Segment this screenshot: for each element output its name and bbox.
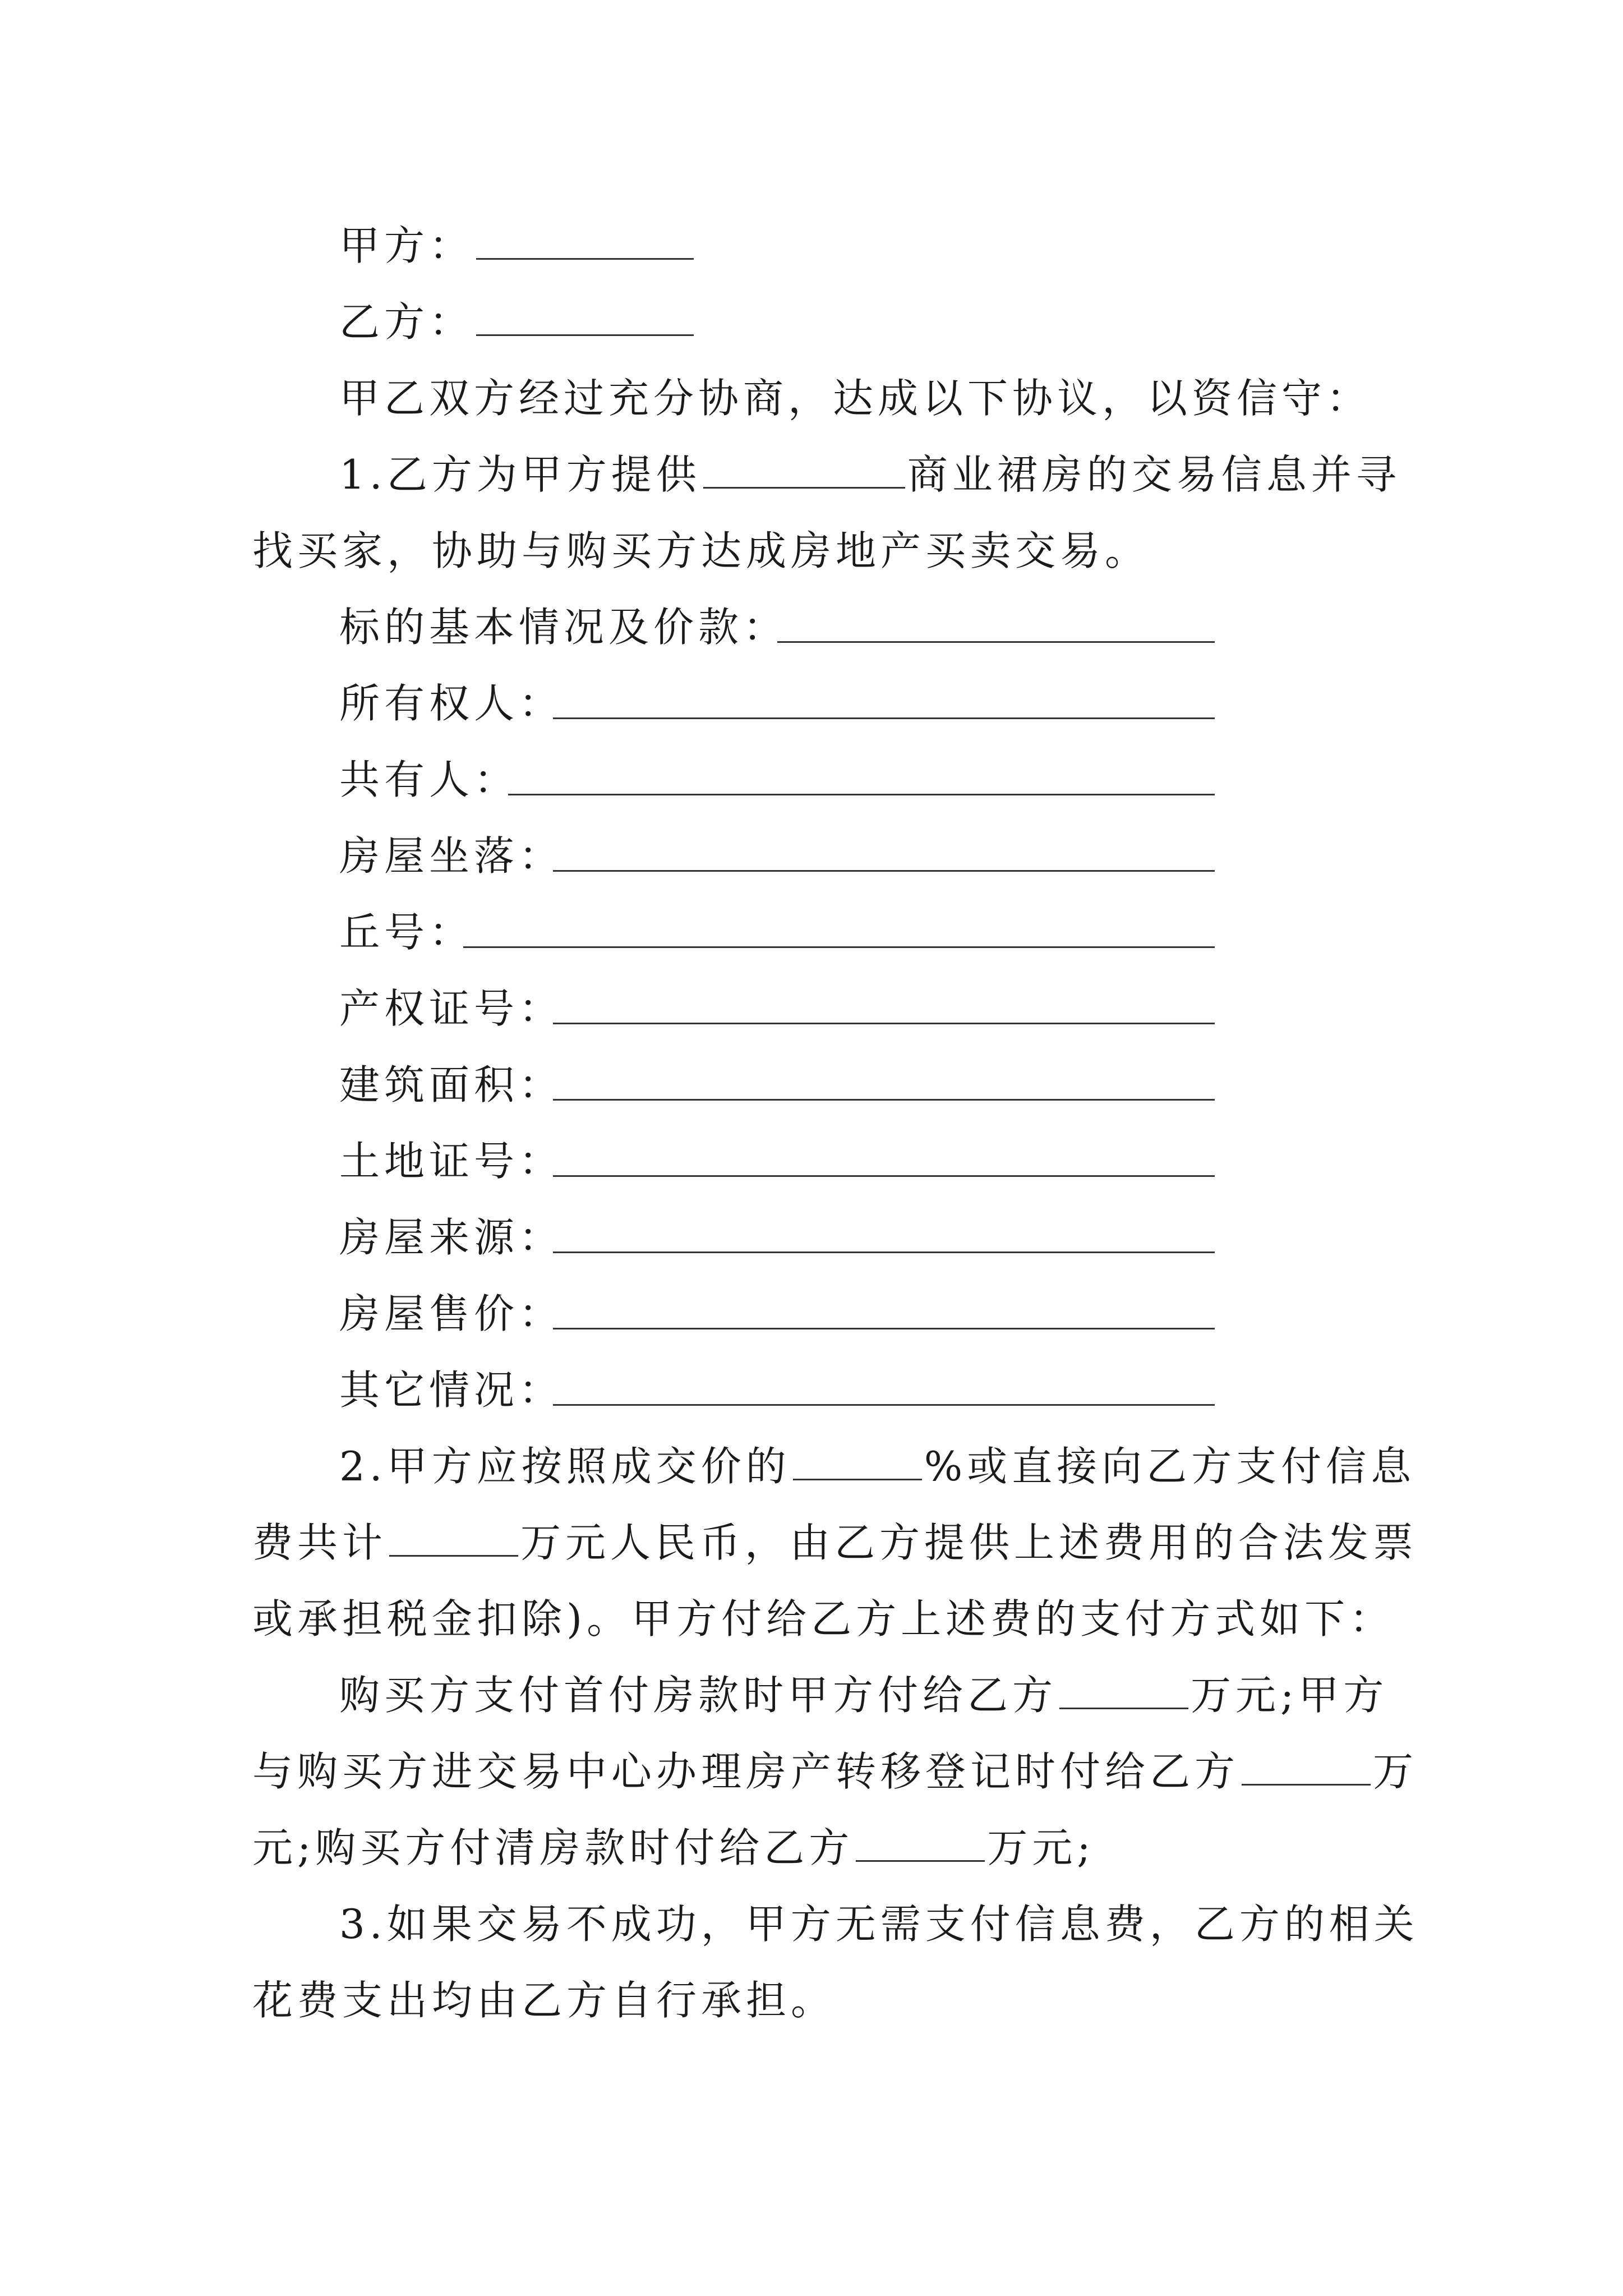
- clause2-text-d: 万元人民币，由乙方提供上述费用的合法发票: [520, 1519, 1418, 1566]
- clause1-text-c: 找买家，协助与购买方达成房地产买卖交易。: [252, 527, 1150, 574]
- field-blank: [553, 1130, 1215, 1177]
- field-label: 房屋来源：: [339, 1214, 564, 1261]
- field-blank: [553, 673, 1215, 719]
- field-label: 所有权人：: [339, 680, 564, 727]
- field-label: 共有人：: [339, 756, 519, 803]
- field-label: 房屋售价：: [339, 1290, 564, 1337]
- clause1-text-a: 1.乙方为甲方提供: [339, 451, 701, 498]
- field-row: [339, 1123, 1385, 1199]
- field-blank: [553, 825, 1215, 872]
- payment-line2: [252, 1733, 1418, 1810]
- clause3-line2: [252, 1962, 1385, 2039]
- field-blank: [463, 901, 1215, 948]
- payment-text-c: 与购买方进交易中心办理房产转移登记时付给乙方: [252, 1748, 1240, 1795]
- clause1-text-b: 商业裙房的交易信息并寻: [907, 451, 1401, 498]
- payment-blank-2: [1242, 1739, 1371, 1786]
- field-blank: [553, 1359, 1215, 1406]
- clause2-text-e: 或承担税金扣除)。甲方付给乙方上述费的支付方式如下：: [252, 1595, 1395, 1642]
- party-a-label: 甲方：: [339, 222, 474, 269]
- clause1-line1: [339, 436, 1472, 513]
- field-row: [339, 665, 1385, 742]
- clause3-text-a: 3.如果交易不成功，甲方无需支付信息费，乙方的相关: [339, 1901, 1419, 1948]
- party-b-label: 乙方：: [339, 298, 474, 346]
- payment-text-d: 万: [1373, 1748, 1418, 1795]
- party-b-blank: [476, 289, 694, 336]
- field-row: [339, 742, 1385, 818]
- clause2-text-b: %或直接向乙方支付信息: [924, 1443, 1416, 1490]
- field-row: [339, 589, 1385, 665]
- payment-line3: [252, 1810, 1385, 1886]
- clause2-text-a: 2.甲方应按照成交价的: [339, 1443, 791, 1490]
- field-row: [339, 818, 1385, 894]
- clause1-line2: [252, 513, 1385, 589]
- field-row: [339, 1276, 1385, 1352]
- payment-blank-3: [856, 1815, 985, 1862]
- field-blank: [508, 749, 1215, 795]
- field-label: 产权证号：: [339, 985, 564, 1032]
- clause2-percent-blank: [793, 1434, 922, 1480]
- field-blank: [553, 1207, 1215, 1253]
- clause3-text-b: 花费支出均由乙方自行承担。: [252, 1977, 836, 2024]
- clause3-line1: [339, 1886, 1472, 1962]
- field-label: 标的基本情况及价款：: [339, 604, 789, 651]
- party-a-blank: [476, 213, 694, 260]
- field-label: 建筑面积：: [339, 1061, 564, 1108]
- payment-line1: [339, 1657, 1472, 1733]
- field-row: [339, 1352, 1385, 1428]
- clause2-line1: [339, 1428, 1472, 1504]
- field-blank: [553, 1283, 1215, 1329]
- field-row: [339, 1199, 1385, 1276]
- field-label: 土地证号：: [339, 1138, 564, 1185]
- field-blank: [553, 1054, 1215, 1101]
- payment-text-a: 购买方支付首付房款时甲方付给乙方: [339, 1672, 1058, 1719]
- clause2-line2: [252, 1504, 1418, 1581]
- payment-blank-1: [1059, 1663, 1188, 1709]
- intro-text: 甲乙双方经过充分协商，达成以下协议，以资信守：: [339, 375, 1372, 422]
- payment-text-f: 万元;: [987, 1824, 1095, 1871]
- payment-text-e: 元;购买方付清房款时付给乙方: [252, 1824, 854, 1871]
- intro-line: [339, 360, 1472, 436]
- clause2-amount-blank: [389, 1510, 518, 1557]
- party-a-row: [339, 208, 1472, 284]
- party-b-row: [339, 284, 1472, 360]
- field-row: [339, 1047, 1385, 1123]
- clause2-line3: [252, 1581, 1395, 1657]
- payment-text-b: 万元;甲方: [1191, 1672, 1389, 1719]
- field-row: [339, 970, 1385, 1047]
- field-blank: [553, 978, 1215, 1024]
- field-blank: [777, 596, 1215, 643]
- clause1-blank: [703, 442, 905, 489]
- field-label: 丘号：: [339, 909, 474, 956]
- field-row: [339, 894, 1385, 970]
- field-label: 房屋坐落：: [339, 832, 564, 880]
- field-label: 其它情况：: [339, 1366, 564, 1414]
- clause2-text-c: 费共计: [252, 1519, 388, 1566]
